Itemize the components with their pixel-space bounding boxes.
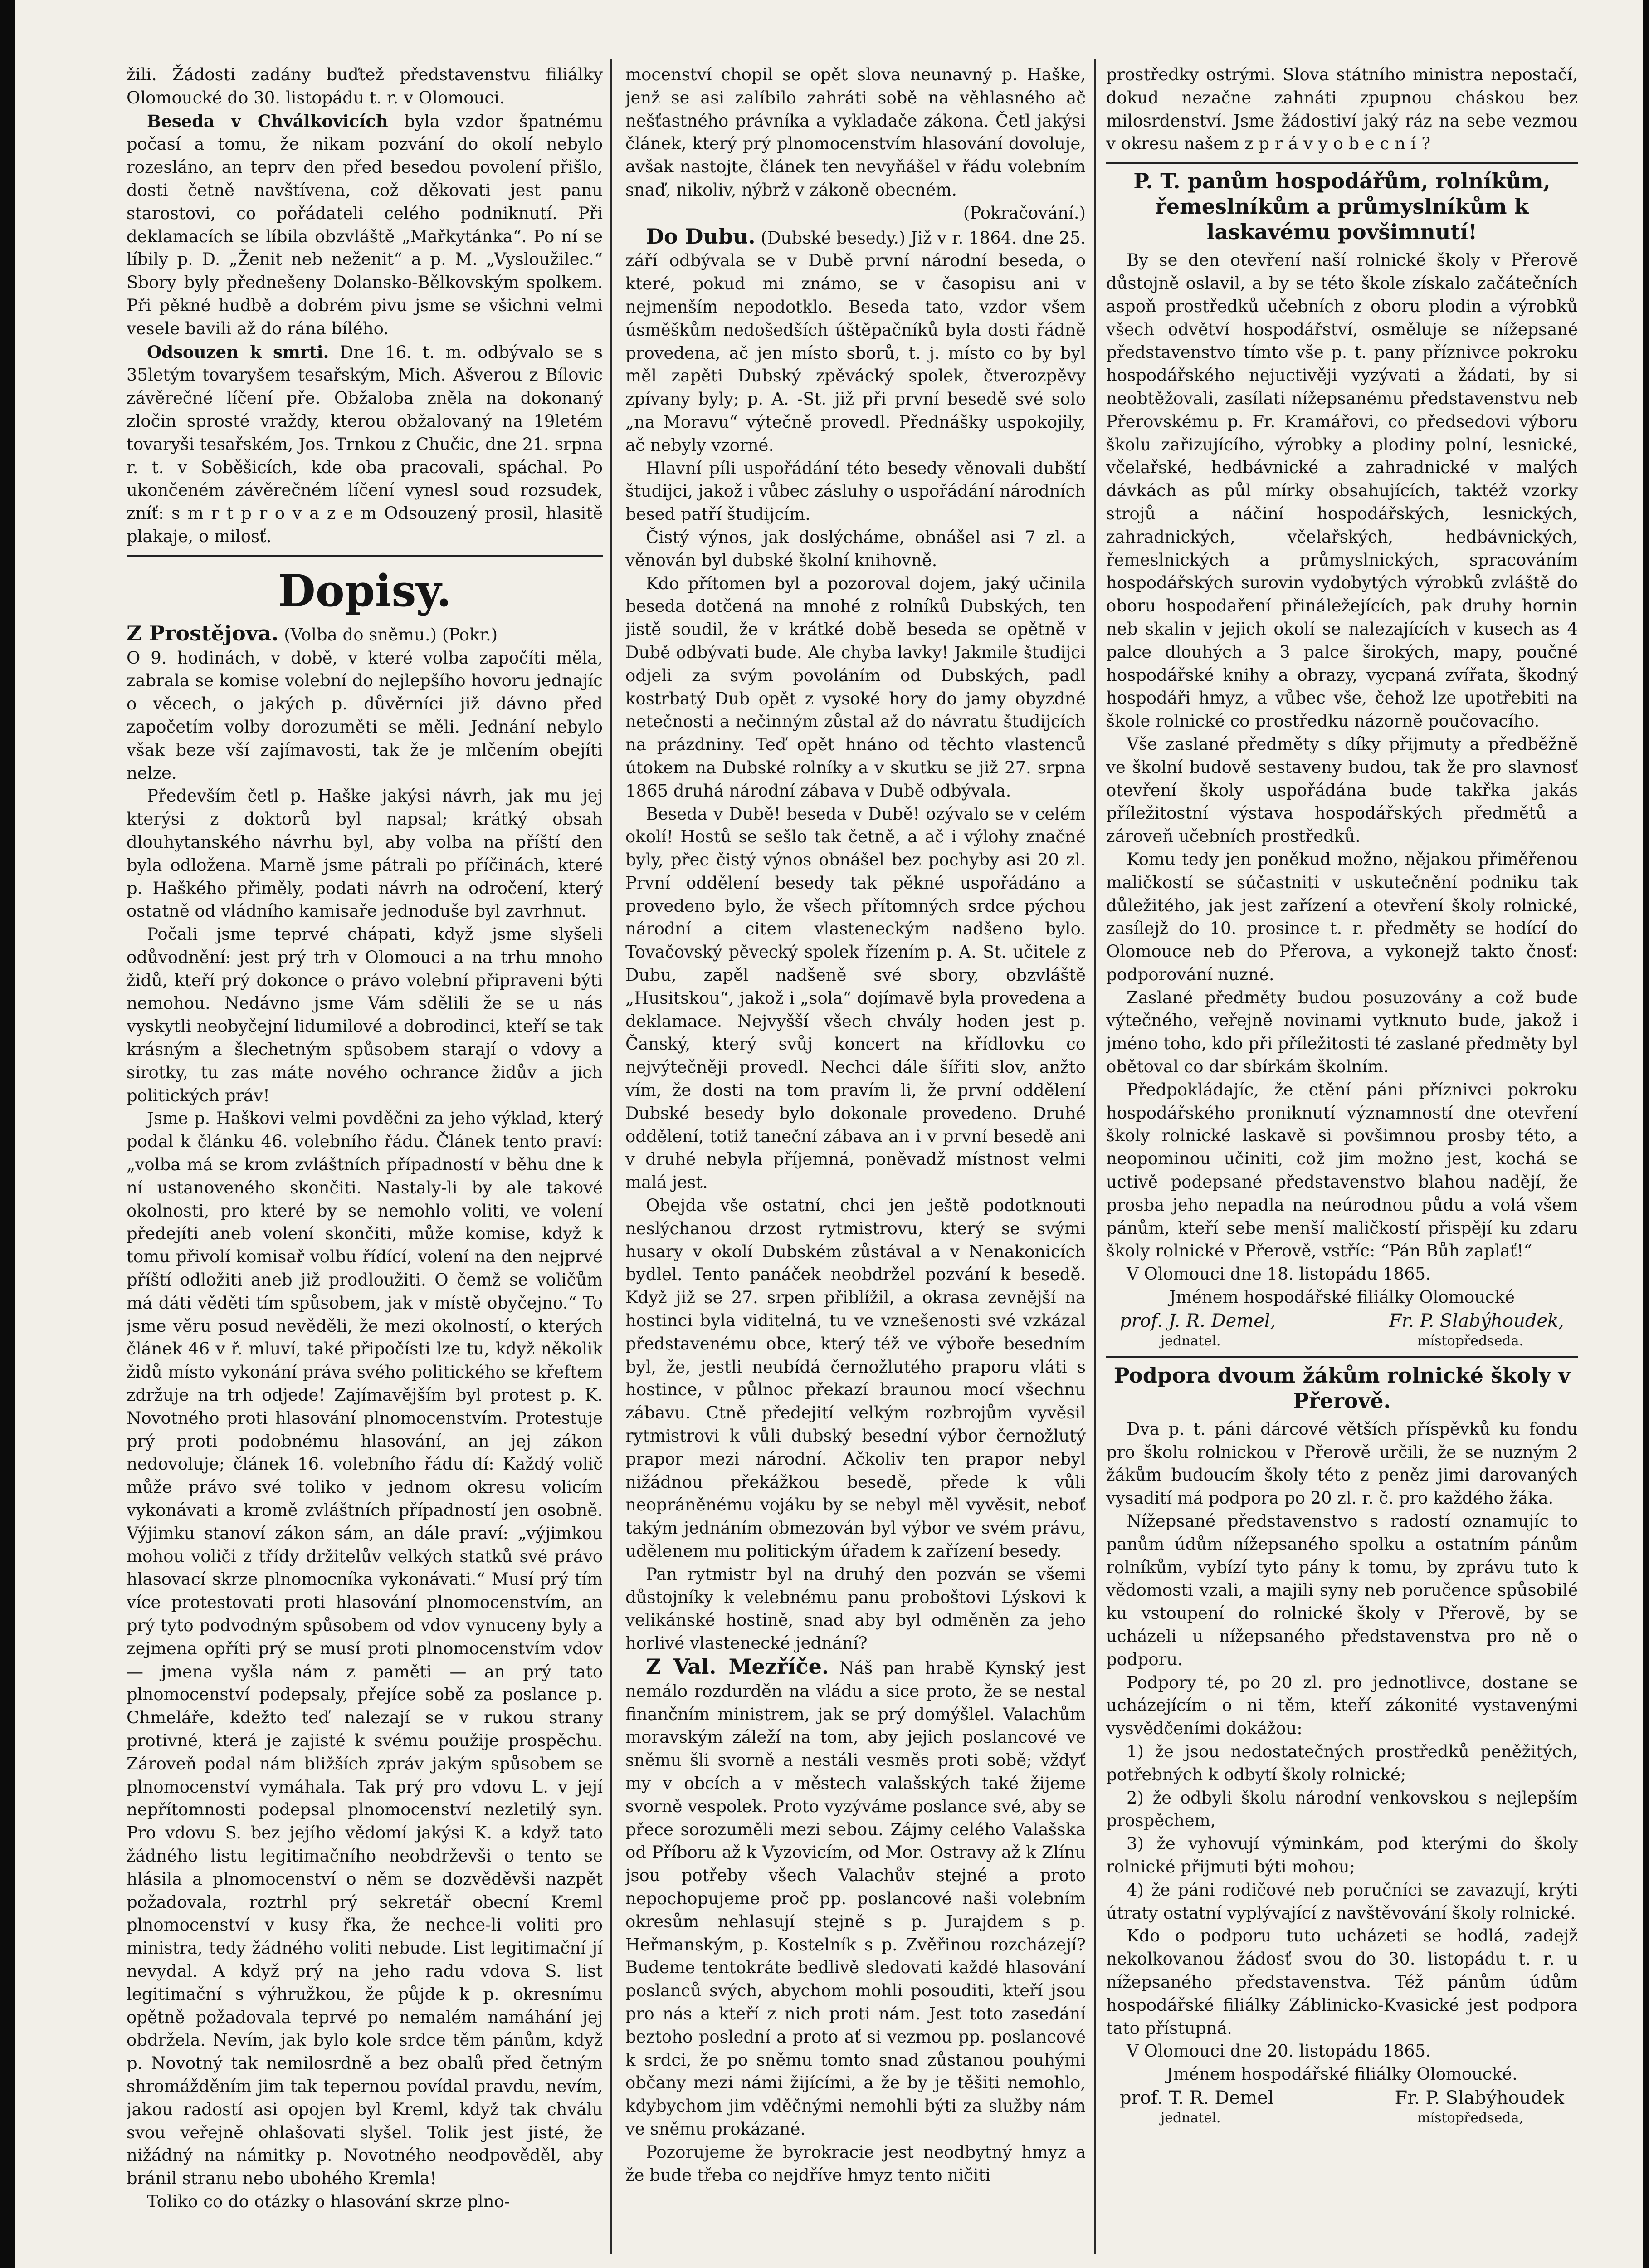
letter-dub-paragraph: Čistý výnos, jak doslýcháme, obnášel asi 7 zl. a věnován byl dubské školní knihovně.: [625, 527, 1086, 570]
letter-prostejov-lead: Z Prostějova.: [127, 621, 279, 645]
section-title-dopisy: Dopisy.: [278, 565, 452, 616]
notice-continuation: žili. Žádosti zadány buďtež představenstvu filiálky Olomoucké do 30. listopádu t. r. v Olomouci.: [127, 65, 603, 108]
notice-signature-roles: [1106, 2110, 1578, 2127]
letter-mezirici-text: Náš pan hrabě Kynský jest nemálo rozdurděn na vládu a sice proto, že se nestal finančním ministrem, jak se prý domýšlel. Valachům moravským záleží na tom, aby jejich poslancové ve sněmu šli svorně a nestáli vesměs proti sobě; vždyť my v obcích a v městech valašských také žijeme svorně vespolek. Proto vyzýváme poslance své, aby se přece sorozuměli mezi sebou. Zájmy celého Valašska od Příboru až k Vyzovicím, od Mor. Ostravy až k Zlínu jsou potřeby všech Valachův stejné a proto nepochopujeme proč pp. poslancové naši volebním okresům nehlasují stejně s p. Jurajdem s p. Heřmanským, p. Kostelník s p. Zvěřinou rozcházejí? Budeme tentokráte bedlivě sledovati každé hlasování poslanců svých, abychom mohli posouditi, kteří jsou pro nás a kteří z nich proti nám. Jest toto zasedání beztoho poslední a proto ať si vezmou pp. poslancové k srdci, že po sněmu tomto snad zůstanou pouhými občany mezi námi žijícími, a že by je těšiti nemohlo, kdybychom jim vděčnými nemohli býti za služby nám ve sněmu prokázané.: [625, 1658, 1086, 2139]
column-rule-left: [610, 59, 612, 2254]
notice-school-items-paragraph: Předpokládajíc, že ctění páni příznivci pokroku hospodářského proniknutí významností dne otevření školy rolnické laskavě si povšimnou prosby této, a neopominou učiniti, což jim možno jest, kochá se uctivě podepsané představenstvo blahou nadějí, že prosba jeho nepadla na neúrodnou půdu a volá všem pánům, kteří sebe menší maličkostí přispějí ku zdaru školy rolnické v Přerově, vstříc: “Pán Bůh zaplať!“: [1106, 1080, 1578, 1261]
notice-signatures: [1106, 1309, 1578, 1333]
letter-dub-heading: [625, 225, 1086, 457]
notice-school-items-paragraph: Zaslané předměty budou posuzovány a což bude výtečného, veřejně novinami vytknuto bude, jakož i jméno toho, kdo při příležitosti té zaslané předměty byl obětoval co dar sbírkám školním.: [1106, 987, 1578, 1077]
article-death-sentence-lead: Odsouzen k smrti.: [147, 342, 329, 362]
notice-school-items-paragraph: Komu tedy jen poněkud možno, nějakou přiměřenou maličkostí se súčastniti v uskutečnění podniku tak důležitého, jak jest zařízení a otevření školy rolnické, zasílejž do 10. prosince t. r. předměty se hodící do Olomouce neb do Přerova, a vykonejž takto čnosť: podporování nuzné.: [1106, 849, 1578, 984]
notice-school-items-title: P. T. panům hospodářům, rolníkům, řemeslníkům a průmyslníkům k laskavému povšimnutí!: [1133, 169, 1551, 244]
letter-prostejov-paragraph: Toliko co do otázky o hlasování skrze plno-: [147, 2191, 510, 2211]
section-divider: [127, 555, 603, 557]
article-chvalkovice: [127, 110, 603, 341]
notice-signature-roles: [1106, 1333, 1578, 1350]
section-divider: [1106, 1356, 1578, 1358]
notice-signature-line: Jménem hospodářské filiálky Olomoucké: [1169, 1287, 1515, 1307]
article-death-sentence-text: Dne 16. t. m. odbývalo se s 35letým tovaryšem tesařským, Mich. Ašverou z Bílovic závěrečné líčení pře. Obžaloba zněla na dokonaný zločin sprosté vraždy, kterou obžalovaný na 19letém tovaryši tesařském, Jos. Trnkou z Chučic, dne 21. srpna r. t. v Soběšicích, kde oba pracovali, spáchal. Po ukončeném závěrečném líčení vynesl soud rozsudek, zníť: s m r t p r o v a z e m Odsouzený prosil, hlasitě plakaje, o milosť.: [127, 342, 603, 546]
notice-date: V Olomouci dne 18. listopádu 1865.: [1127, 1264, 1431, 1284]
letter-mezirici-heading: [625, 1655, 1086, 2141]
notice-school-items-paragraph: By se den otevření naší rolnické školy v Přerově důstojně oslavil, a by se této škole získalo začátečních aspoň prostředků učebních z oboru plodin a výrobků všech odvětví hospodářství, osměluje se nížepsané představenstvo tímto vše p. t. pany příznivce pokroku hospodářského nejuctivěji vyzývati a žádati, by si neobtěžovali, zasílati nížepsanému představenstvu neb Přerovskému p. Fr. Kramářovi, co předsedovi výboru školu zařizujícího, výrobky a plodiny polní, lesnické, včelařské, hedbávnické a zahradnické v malých dávkách as půl mírky obsahujících, taktéž vzorky strojů a náčiní hospodářských, lesnických, zahradnických, včelařských, hedbávnických, řemeslnických a průmyslnických, spracováním hospodářských surovin vydobytých výrobků zvláště do oboru hospodaření přináležejících, pak druhy hornin neb skalin v jejich okolí se nalezajících v kusech as 4 palce dlouhých a 3 palce širokých, mapy, poučné hospodářské knihy a obrazy, vycpaná zvířata, škodný hospodáři hmyz, a vůbec vše, čehož lze upotřebiti na škole rolnické co prostředku názorně poučovacího.: [1106, 250, 1578, 731]
letter-dub-paragraph: Kdo přítomen byl a pozoroval dojem, jaký učinila beseda dotčená na mnohé z rolníků Dubských, ten jistě soudil, že v krátké době beseda se opětně v Dubě odbývati bude. Ale chyba lavky! Jakmile študijci odjeli za svým povoláním od Dubských, padl kostrbatý Dub opět z vysoké hory do jamy obyzdné netečnosti a nečinným zůstal až do návratu študijcích na prázdniny. Teď opět hnáno od těchto vlastenců útokem na Dubské rolníky a v skutku se již 27. srpna 1865 druhá národní zábava v Dubě odbývala.: [625, 573, 1086, 801]
column-rule-right: [1094, 59, 1096, 2254]
notice-support-paragraph: Nížepsané představenstvo s radostí oznamujíc to panům údům nížepsaného spolku a ostatním pánům rolníkům, vybízí tyto pány k tomu, by zprávu tuto k vědomosti vzali, a majili syny neb poručence spůsobilé ku vstoupení do rolnické školy v Přerově, by se ucházeli u nížepsaného představenstva pro ně o podporu.: [1106, 1511, 1578, 1669]
article-chvalkovice-text: byla vzdor špatnému počasí a tomu, že nikam pozvání do okolí nebylo rozesláno, an teprv den před besedou povolení přišlo, dosti četně navštívena, což děkovati jest panu starostovi, co pořádateli celého podniknutí. Při deklamacích se líbila obzvláště „Mařkytánka“. Po ní se líbily p. D. „Ženit neb neženit“ a p. M. „Vysloužilec.“ Sbory byly přednešeny Dolansko-Bělkovským spolkem. Při pěkné hudbě a dobrém pivu jsme se všichni velmi vesele bavili až do rána bílého.: [127, 111, 603, 338]
notice-signatures: [1106, 2086, 1578, 2110]
article-chvalkovice-lead: Beseda v Chválkovicích: [147, 111, 388, 131]
signature-right: Fr. P. Slabýhoudek: [1395, 2087, 1564, 2108]
column-2: [625, 64, 1086, 2254]
letter-mezirici-continuation: prostředky ostrými. Slova státního ministra nepostačí, dokud nezačne zahnáti zpupnou cháskou bez milosrdenství. Jsme žádostiví jaký ráz na sebe vezmou v okresu našem z p r á v y o b e c n í ?: [1106, 65, 1578, 154]
signature-role-left: jednatel.: [1161, 1333, 1221, 1349]
letter-dub-text: (Dubské besedy.) Již v r. 1864. dne 25. září odbývala se v Dubě první národní beseda, o které, pokud mi známo, se v časopisu ani v nejmenším nepodotklo. Beseda tato, vzdor všem úsměškům nedošedších úštěpačníků byla dosti řádně provedena, ač jen místo sborů, t. j. místo co by byl měl zapěti Dubský zpěvácký spolek, čtverozpěvy zpívany byly; p. A. -St. již při první besedě své solo „na Moravu“ výtečně provedl. Přednášky uspokojily, ač nebyly vzorné.: [625, 228, 1086, 455]
letter-dub-lead: Do Dubu.: [646, 224, 756, 249]
letter-prostejov-paragraph: Počali jsme teprvé chápati, když jsme slyšeli odůvodnění: jest prý trh v Olomouci a na trhu mnoho židů, kteří prý dokonce o právo volební připraveni býti nemohou. Nedávno jsme Vám sdělili že se u nás vyskytli neobyčejní lidumilové a dobrodinci, kteří se tak krásným a šlechetným spůsobem starají o vdovy a sirotky, tu zas máte nového ochrance židův a jich politických práv!: [127, 924, 603, 1105]
letter-dub-paragraph: Beseda v Dubě! beseda v Dubě! ozývalo se v celém okolí! Hostů se sešlo tak četně, a ač i výlohy značné byly, přec čistý výnos obnášel bez pochyby asi 20 zl. První oddělení besedy tak pěkné uspořádáno a provedeno bylo, že všech přítomných srdce pýchou národní a citem vlasteneckým nadšeno bylo. Tovačovský pěvecký spolek řízením p. A. St. učitele z Dubu, zapěl nadšeně své sbory, obzvláště „Husitskou“, jakož i „sola“ dojímavě byla provedena a deklamace. Nejvyšší všech chvály hoden jest p. Čanský, který svůj koncert na křídlovku co nejvýtečněji provedl. Nechci dále šířiti slov, anžto vím, že dosti na tom pravím li, že první oddělení Dubské besedy bylo dokonale provedeno. Druhé oddělení, totiž taneční zábava an i v první besedě ani v druhé nebyla příjemná, poněvadž místnost velmi malá jest.: [625, 804, 1086, 1193]
letter-prostejov-paragraph: Jsme p. Haškovi velmi povděčni za jeho výklad, který podal k článku 46. volebního řádu. Článek tento praví: „volba má se krom zvláštních případností v běhu dne k ní ustanoveného skončiti. Nastaly-li by ale takové okolnosti, pro které by se nemohlo voliti, ve volení předejíti aneb volení skončiti, může komise, když k tomu přivolí komisař volbu řídící, volení na den nejprvé příští odložiti aneb již prodloužiti. O čemž se voličům má dáti věděti tím spůsobem, jak v místě obyčejno.“ To jsme věru posud nevěděli, že mezi okolností, o kterých článek 46 v ř. mluví, také připočísti lze tu, když několik židů místo vykonání práva svého politického se křeftem zdržuje na trh odjede! Zajímavějším byl protest p. K. Novotného proti hlasování plnomocenstvím. Protestuje prý proti podobnému hlasování, an jej zákon nedovoluje; článek 16. volebního řádu dí: Každý volič může právo své toliko v jednom okresu volicím vykonávati a kromě zvláštních případností jen osobně. Výjimku stanoví zákon sám, an dále praví: „výjimkou mohou voliči z třídy držitelův velkých statků své právo hlasovací skrze plnomocníka vykonávati.“ Musí prý tím více protestovati proti hlasování plnomocenstvím, an prý tyto podvodným spůsobem od vdov vynuceny byly a zejmena opříti prý se musí proti plnomocenstvím vdov — jmena vyšla nám z paměti — an prý tato plnomocenství podepsaly, přejíce sobě za poslance p. Chmeláře, kdežto teď nalezají se v rukou strany protivné, která je zajisté k svému použije prospěchu. Zároveň podal nám bližších zpráv jakým spůsobem se plnomocenství vymáhala. Tak prý pro vdovu L. v její nepřítomnosti podepsal plnomocenství nezletilý syn. Pro vdovu S. bez jejího vědomí jakýsi K. a když tato žádného listu legitimačního neobdrževši o tento se hlásila a plnomocenství o něm se dozvěděvši nazpět požadovala, roztrhl prý sekretář obecní Kreml plnomocenství v kusy řka, že nechce-li voliti pro ministra, tedy žádného voliti nebude. List legitimační jí nevydal. A když prý na jeho radu vdova S. list legitimační s výhružkou, že půjde k p. okresnímu opětně požadovala teprvé po nemalém namáhání jej obdržela. Nevím, jak bylo kole srdce těm pánům, když p. Novotný tak nemilosrdně a bez obalů před četným shromážděním jim tak tepernou povídal pravdu, nevím, jakou radostí asi opojen byl Kreml, když tak chválu svou veřejně ohlašovati slyšel. Tolik jest jisté, že nižádný na námitky p. Novotného neodpověděl, aby bránil stranu nebo ubohého Kremla!: [127, 1109, 603, 2189]
signature-left: prof. T. R. Demel: [1120, 2087, 1274, 2108]
signature-role-left: jednatel.: [1161, 2110, 1221, 2126]
continued-note: (Pokračování.): [963, 203, 1086, 223]
signature-left: prof. J. R. Demel,: [1120, 1310, 1276, 1331]
notice-support-list-item: 3) že vyhovují výminkám, pod kterými do školy rolnické přijmuti býti mohou;: [1106, 1834, 1578, 1877]
letter-dub-paragraph: Obejda vše ostatní, chci jen ještě podotknouti neslýchanou drzost rytmistrovu, který se svými husary v okolí Dubském zůstával a v Nenakonicích bydlel. Tento panáček neobdržel pozvání k besedě. Když již se 27. srpen přiblížil, a okrasa zevnější na hostinci byla viditelná, tu ve vznešenosti své vzkázal představenému obce, který též ve výboře besedním byl, že, jestli neubídá černožlutého praporu vláti s hostince, v půlnoc překazí braunou mocí všechnu zábavu. Ctně předejití velkým rozbrojům vyvěsil rytmistrovi k vůli dubský besední výbor černožlutý prapor mezi národní. Ačkoliv ten prapor nebyl nižádnou překážkou besedě, přede k vůli neopráněnému vojáku by se nebyl měl vyvěsit, neboť takým jednáním obmezován byl výbor ve svém právu, udělenem mu politickým úřadem k zařízení besedy.: [625, 1196, 1086, 1561]
notice-support-list-item: 1) že jsou nedostatečných prostředků peněžitých, potřebných k odbytí školy rolnické;: [1106, 1742, 1578, 1784]
notice-school-items-paragraph: Vše zaslané předměty s díky přijmuty a předběžně ve školní budově sestaveny budou, tak že pro slavnosť otevření školy uspořádána bude takřka jakás příležitostní výstava hospodářských předmětů a zároveň učebních prostředků.: [1106, 734, 1578, 846]
notice-signature-line: Jménem hospodářské filiálky Olomoucké.: [1166, 2064, 1517, 2084]
letter-prostejov-heading: [127, 622, 603, 647]
letter-dub-paragraph: Pan rytmistr byl na druhý den pozván se všemi důstojníky k velebnému panu proboštovi Lýskovi k velikánské hostině, snad aby byl odměněn za jeho horlivé vlastenecké jednání?: [625, 1564, 1086, 1653]
column-1: [127, 64, 603, 2254]
letter-mezirici-paragraph: Pozorujeme že byrokracie jest neodbytný hmyz a že bude třeba co nejdříve hmyz tento ničiti: [625, 2142, 1086, 2185]
section-divider: [1106, 162, 1578, 164]
letter-prostejov-subhead: (Volba do sněmu.) (Pokr.): [278, 625, 498, 645]
letter-prostejov-paragraph: O 9. hodinách, v době, v které volba započíti měla, zabrala se komise volební do nejlepšího hovoru jednajíc o věcech, o jakých p. důvěrníci již dávno před započetím volby dorozuměti se měli. Jednání nebylo však beze vší zajímavosti, tak že je mlčením obejíti nelze.: [127, 648, 603, 783]
notice-support-list-item: 2) že odbyli školu národní venkovskou s nejlepším prospěchem,: [1106, 1788, 1578, 1831]
notice-support-paragraph: Dva p. t. páni dárcové větších příspěvků ku fondu pro školu rolnickou v Přerově určili, že se nuzným 2 žákům budoucím školy této z peněz jimi darovaných vysadití má podpora po 20 zl. r. č. pro každého žáka.: [1106, 1419, 1578, 1508]
signature-right: Fr. P. Slabýhoudek,: [1389, 1310, 1564, 1331]
notice-support-paragraph: Podpory té, po 20 zl. pro jednotlivce, dostane se ucházejícím o ni těm, kteří zákonité vystavenými vysvědčeními dokážou:: [1106, 1672, 1578, 1739]
column-3: [1106, 64, 1578, 2254]
article-death-sentence: [127, 341, 603, 548]
letter-mezirici-lead: Z Val. Mezříče.: [646, 1654, 829, 1679]
signature-role-right: místopředseda.: [1417, 1333, 1523, 1349]
notice-support-list-item: 4) že páni rodičové neb poručníci se zavazují, krýti útraty ostatní vyplývající z navštěvování školy rolnické.: [1106, 1880, 1578, 1923]
letter-dub-paragraph: Hlavní píli uspořádání této besedy věnovali dubští študijci, jakož i vůbec zásluhy o uspořádání národních besed patří študijcím.: [625, 458, 1086, 524]
letter-prostejov-continuation: mocenství chopil se opět slova neunavný p. Haške, jenž se asi zalíbilo zahráti sobě na věhlasného ač nešťastného právníka a vykladače zákona. Četl jakýsi článek, který prý plnomocenstvím hlasování dovoluje, avšak nastojte, článek ten nevyňášel v řádu volebním snaď, nikoliv, nýbrž v zákoně obecném.: [625, 65, 1086, 200]
letter-prostejov-paragraph: Především četl p. Haške jakýsi návrh, jak mu jej kterýsi z doktorů byl napsal; krátký obsah dlouhytanského návrhu byl, aby volba na příští den byla odložena. Marně jsme pátrali po příčinách, které p. Haškého přiměly, podati návrh na odročení, který ostatně od vládního kamisaře jednoduše byl zavrhnut.: [127, 786, 603, 921]
notice-support-title: Podpora dvoum žákům rolnické školy v Přerově.: [1113, 1363, 1571, 1413]
signature-role-right: místopředseda,: [1417, 2110, 1523, 2126]
notice-support-paragraph: Kdo o podporu tuto ucházeti se hodlá, zadejž nekolkovanou žádosť svou do 30. listopádu t. r. u nížepsaného představenstva. Též pánům údům hospodářské filiálky Záblinicko-Kvasické jest podpora tato přístupná.: [1106, 1926, 1578, 2038]
notice-date: V Olomouci dne 20. listopádu 1865.: [1127, 2041, 1431, 2061]
